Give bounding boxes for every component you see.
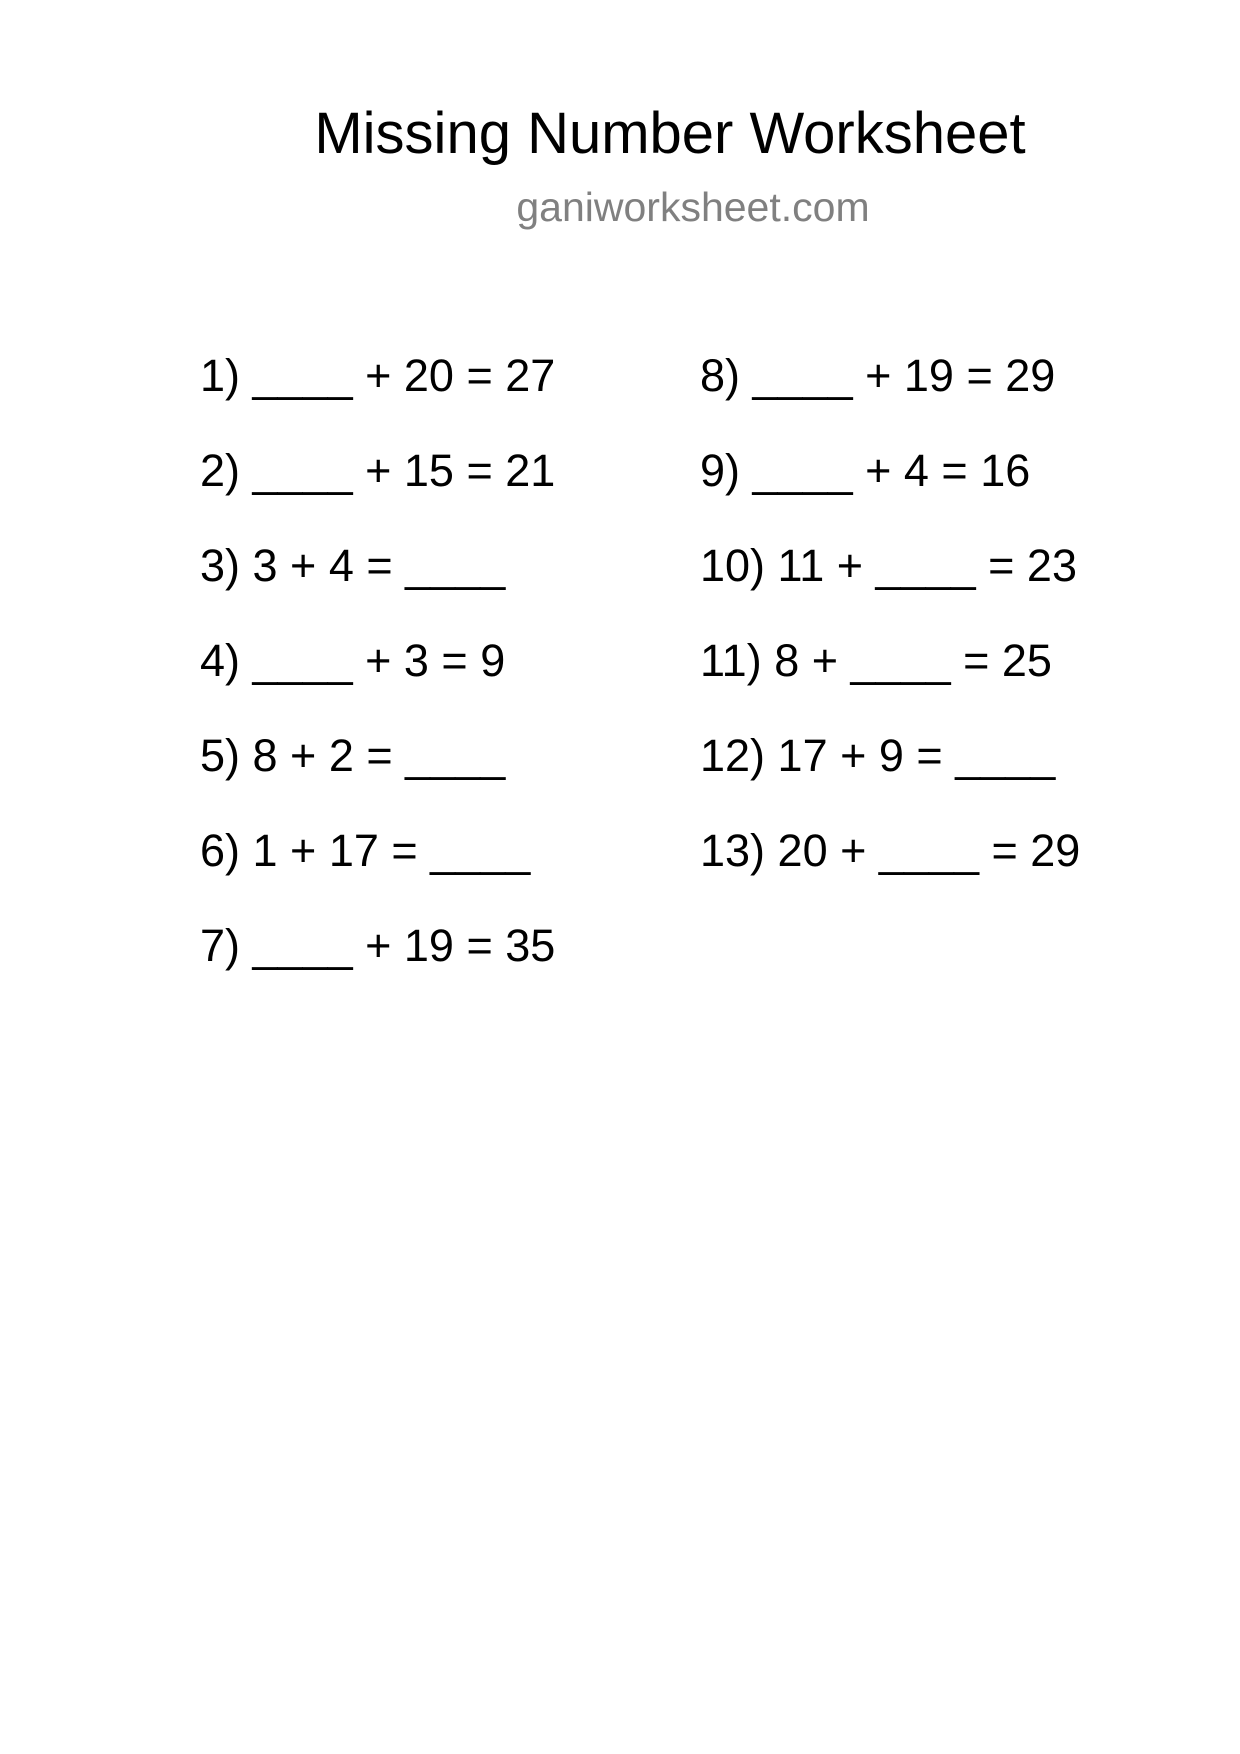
- problem-8: 8) ____ + 19 = 29: [700, 350, 1056, 401]
- problem-4: 4) ____ + 3 = 9: [200, 635, 506, 686]
- problem-5: 5) 8 + 2 = ____: [200, 730, 506, 781]
- website-label: ganiworksheet.com: [516, 184, 870, 230]
- problems-column-right: [700, 350, 1080, 920]
- problem-7: 7) ____ + 19 = 35: [200, 920, 556, 971]
- problem-6: 6) 1 + 17 = ____: [200, 825, 531, 876]
- problem-12: 12) 17 + 9 = ____: [700, 730, 1056, 781]
- problem-2: 2) ____ + 15 = 21: [200, 445, 556, 496]
- worksheet-title: Missing Number Worksheet: [314, 101, 1026, 166]
- problem-9: 9) ____ + 4 = 16: [700, 445, 1031, 496]
- problem-3: 3) 3 + 4 = ____: [200, 540, 506, 591]
- problem-11: 11) 8 + ____ = 25: [700, 635, 1052, 686]
- problem-1: 1) ____ + 20 = 27: [200, 350, 556, 401]
- problem-13: 13) 20 + ____ = 29: [700, 825, 1081, 876]
- problem-10: 10) 11 + ____ = 23: [700, 540, 1077, 591]
- problems-column-left: [200, 350, 555, 1015]
